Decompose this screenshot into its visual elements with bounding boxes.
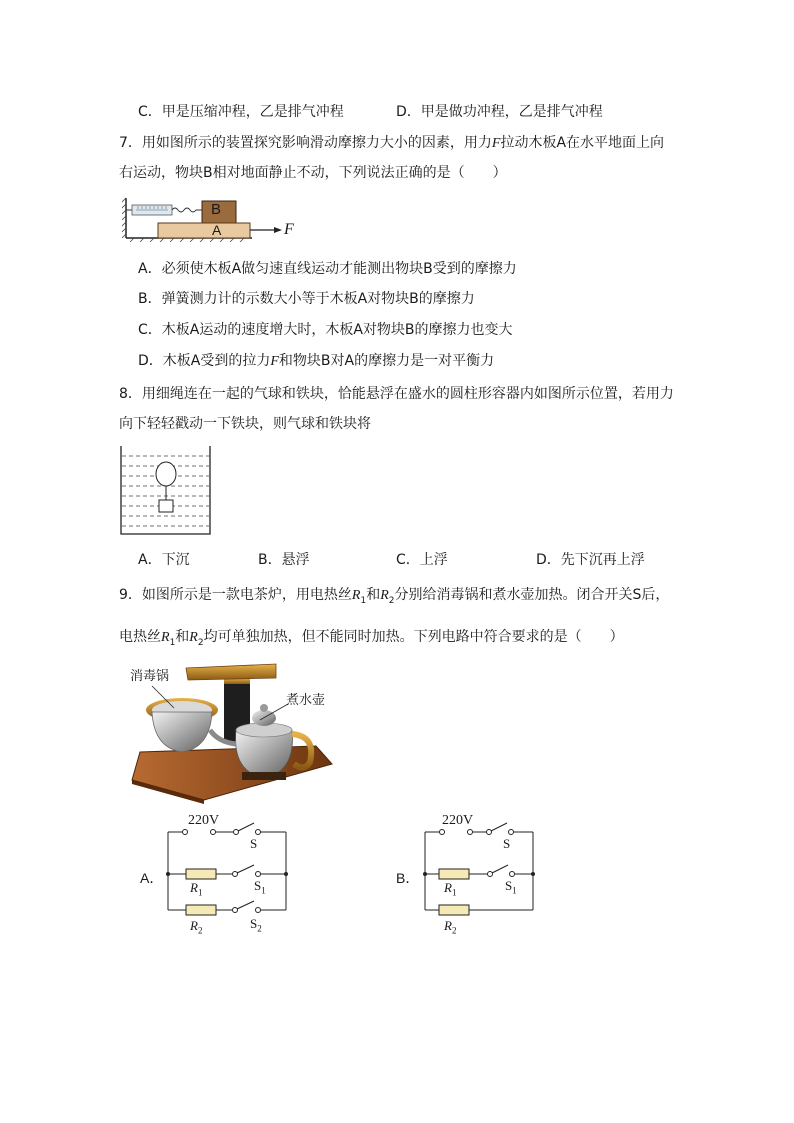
circuit-b-resistor-r2 (444, 918, 456, 939)
pot-leader-line (150, 684, 180, 714)
q9-stem-text-cont: 分别给消毒锅和煮水壶加热。闭合开关S后， (394, 587, 670, 603)
q9-stem-text: 9．如图所示是一款电茶炉，用电热丝 (119, 587, 352, 603)
circuit-b-resistor-r1 (444, 880, 456, 901)
q7-option-d (138, 351, 494, 372)
circuit-b-r1-letter: R (444, 880, 452, 895)
circuit-b-switch-s: S (503, 836, 511, 851)
q7-force-symbol: F (491, 136, 501, 151)
circuit-b-s1-subscript: 1 (512, 885, 517, 896)
circuit-a-r2-subscript: 2 (197, 925, 203, 936)
q7-stem-line2: 右运动，物块B相对地面静止不动，下列说法正确的是（ ） (119, 165, 507, 181)
circuit-a-switch-s: S (250, 836, 258, 851)
q8-option-d: D．先下沉再上浮 (536, 552, 645, 568)
circuit-a-diagram (164, 820, 294, 916)
circuit-a-option-label: A． (140, 870, 164, 886)
q8-option-a: A．下沉 (138, 552, 190, 568)
q7-figure-label-b: B (211, 201, 222, 218)
circuit-b-diagram (421, 820, 541, 916)
circuit-a-switch-s1 (254, 878, 266, 899)
circuit-a-s2-letter: S (250, 916, 258, 931)
kettle-leader-line (256, 702, 290, 724)
q8-container-figure (119, 446, 214, 536)
q7-option-d-text: D．木板A受到的拉力 (138, 353, 271, 369)
circuit-a-s1-letter: S (254, 878, 262, 893)
circuit-a-s2-subscript: 2 (257, 923, 262, 934)
label-sterilizer-pot: 消毒锅 (130, 668, 170, 683)
circuit-a-r2-letter: R (190, 918, 198, 933)
q7-stem-text-cont: 拉动木板A在水平地面上向 (500, 135, 665, 151)
q9-r1-subscript: 1 (360, 595, 367, 606)
circuit-b-r1-subscript: 1 (451, 887, 457, 898)
q7-stem-line1 (119, 133, 664, 154)
q9-and-text: 和 (175, 629, 190, 645)
q6-option-d: D．甲是做功冲程，乙是排气冲程 (396, 104, 603, 120)
circuit-b-option-label: B． (396, 870, 420, 886)
q9-stem-line2 (119, 627, 624, 653)
q7-option-d-text-cont: 和物块B对A的摩擦力是一对平衡力 (278, 353, 495, 369)
circuit-a-resistor-r2 (190, 918, 202, 939)
circuit-a-r1-subscript: 1 (197, 887, 203, 898)
circuit-b-switch-s1 (505, 878, 517, 899)
circuit-a-r1-letter: R (190, 880, 198, 895)
q7-option-a: A．必须使木板A做匀速直线运动才能测出物块B受到的摩擦力 (138, 261, 517, 277)
q9-r-symbol: R (351, 588, 361, 603)
q9-r-symbol: R (380, 588, 389, 603)
q8-option-b: B．悬浮 (258, 552, 310, 568)
circuit-a-resistor-r1 (190, 880, 202, 901)
q9-stem-line1 (119, 585, 669, 611)
q8-stem-line2: 向下轻轻戳动一下铁块，则气球和铁块将 (119, 416, 371, 432)
q7-option-b: B．弹簧测力计的示数大小等于木板A对物块B的摩擦力 (138, 291, 475, 307)
q9-r2-subscript: 2 (197, 637, 204, 648)
q9-r-symbol: R (161, 630, 170, 645)
q8-stem-line1: 8．用细绳连在一起的气球和铁块，恰能悬浮在盛水的圆柱形容器内如图所示位置，若用力 (119, 386, 674, 402)
circuit-b-r2-letter: R (444, 918, 452, 933)
q7-figure-label-f: F (284, 221, 294, 238)
q7-figure-label-a: A (212, 222, 222, 238)
q7-option-c: C．木板A运动的速度增大时，木板A对物块B的摩擦力也变大 (138, 322, 513, 338)
q9-stem-text-cont: 均可单独加热，但不能同时加热。下列电路中符合要求的是（ ） (203, 629, 624, 645)
q9-r2-subscript: 2 (388, 595, 395, 606)
label-kettle: 煮水壶 (286, 692, 326, 707)
circuit-b-r2-subscript: 2 (451, 925, 457, 936)
q8-option-c: C．上浮 (396, 552, 448, 568)
q7-option-d-force: F (270, 354, 279, 369)
q6-option-c: C．甲是压缩冲程，乙是排气冲程 (138, 104, 344, 120)
circuit-a-voltage: 220V (188, 813, 220, 828)
q7-stem-text: 7．用如图所示的装置探究影响滑动摩擦力大小的因素，用力 (119, 135, 492, 151)
circuit-b-s1-letter: S (505, 878, 513, 893)
q9-r1-subscript: 1 (169, 637, 176, 648)
q9-and-text: 和 (366, 587, 381, 603)
q9-stem-text: 电热丝 (119, 629, 161, 645)
circuit-a-s1-subscript: 1 (261, 885, 266, 896)
q9-r-symbol: R (189, 630, 198, 645)
circuit-a-switch-s2 (250, 916, 262, 937)
circuit-b-voltage: 220V (442, 813, 474, 828)
